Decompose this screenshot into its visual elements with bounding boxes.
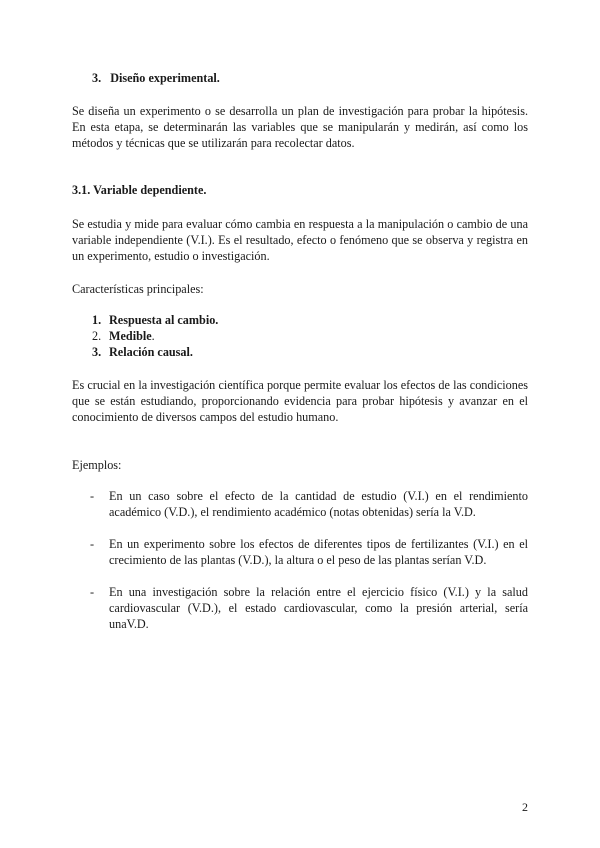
section-title: Diseño experimental.	[110, 71, 220, 85]
importance-paragraph: Es crucial en la investigación científica porque permite evaluar los efectos de las condiciones que se están estudiando, proporcionando evidencia para probar hipótesis y avanzar en el conocimiento de diversos campos del estudio humano.	[72, 378, 528, 424]
characteristics-label: Características principales:	[72, 282, 204, 296]
list-item-number: 1.	[92, 313, 102, 327]
list-item-number: 3.	[92, 345, 102, 359]
bullet-dash: -	[90, 585, 95, 599]
section-heading	[92, 71, 220, 86]
list-item-number: 2.	[92, 329, 102, 343]
list-item-label: Medible	[109, 329, 152, 343]
subsection-heading: 3.1. Variable dependiente.	[72, 183, 207, 197]
example-text: En un experimento sobre los efectos de diferentes tipos de fertilizantes (V.I.) en el crecimiento de las plantas (V.D.), la altura o el peso de las plantas serían V.D.	[109, 537, 528, 567]
section-intro-paragraph: Se diseña un experimento o se desarrolla un plan de investigación para probar la hipótesis. En esta etapa, se determinarán las variables que se manipularán y medirán, así como los métodos y técnicas que se utilizarán para recolectar datos.	[72, 104, 528, 150]
section-number: 3.	[92, 71, 102, 85]
example-item	[90, 488, 528, 520]
page-number: 2	[522, 800, 528, 814]
example-text: En un caso sobre el efecto de la cantidad de estudio (V.I.) en el rendimiento académico (V.D.), el rendimiento académico (notas obtenidas) sería la V.D.	[109, 489, 528, 519]
examples-label: Ejemplos:	[72, 458, 122, 472]
list-item-label: Respuesta al cambio.	[109, 313, 219, 327]
subsection-definition-paragraph: Se estudia y mide para evaluar cómo cambia en respuesta a la manipulación o cambio de una variable independiente (V.I.). Es el resultado, efecto o fenómeno que se observa y registra en un experimento, estudio o investigación.	[72, 217, 528, 263]
example-text: En una investigación sobre la relación entre el ejercicio físico (V.I.) y la salud cardiovascular (V.D.), el estado cardiovascular, como la presión arterial, sería unaV.D.	[109, 585, 528, 631]
bullet-dash: -	[90, 537, 95, 551]
bullet-dash: -	[90, 489, 95, 503]
list-item-tail: .	[151, 329, 155, 343]
example-item	[90, 536, 528, 568]
list-item-label: Relación causal.	[109, 345, 193, 359]
example-item	[90, 584, 528, 632]
